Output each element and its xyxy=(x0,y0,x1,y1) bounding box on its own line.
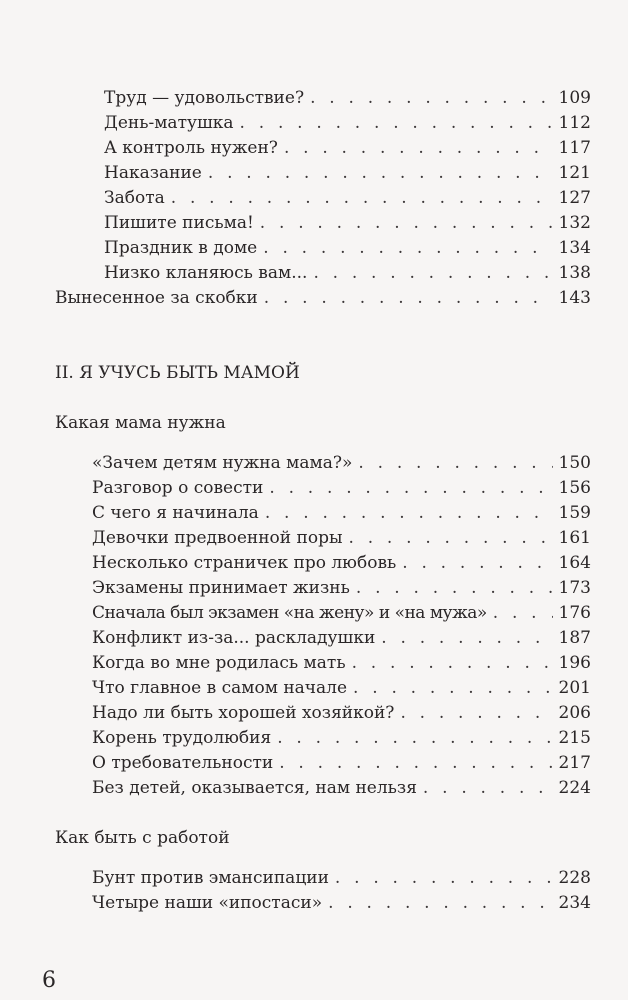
leader-dots xyxy=(260,211,553,235)
toc-entry[interactable] xyxy=(104,261,591,285)
leader-dots xyxy=(356,576,553,600)
toc-entry[interactable] xyxy=(104,211,591,235)
leader-dots xyxy=(328,891,552,915)
toc-entry-title: Вынесенное за скобки xyxy=(55,288,258,308)
toc-entry[interactable] xyxy=(92,526,591,550)
toc-entry-title: Несколько страничек про любовь xyxy=(92,553,397,573)
toc-entry-title: Корень трудолюбия xyxy=(92,728,272,748)
toc-entry[interactable] xyxy=(92,576,591,600)
toc-entry[interactable] xyxy=(104,111,591,135)
page-number: 6 xyxy=(42,968,56,993)
toc-entry-page: 224 xyxy=(558,778,591,798)
toc-entry-page: 187 xyxy=(558,628,591,648)
toc-entry-title: Когда во мне родилась мать xyxy=(92,653,346,673)
toc-entry-page: 206 xyxy=(558,703,591,723)
leader-dots xyxy=(265,501,553,525)
toc-entry-page: 132 xyxy=(558,213,591,233)
toc-entry-title: Надо ли быть хорошей хозяйкой? xyxy=(92,703,395,723)
toc-entry-title: Бунт против эмансипации xyxy=(92,868,329,888)
toc-entry-title: Праздник в доме xyxy=(104,238,258,258)
leader-dots xyxy=(402,551,552,575)
toc-entry-page: 215 xyxy=(558,728,591,748)
toc-entry-page: 112 xyxy=(558,113,591,133)
toc-entry-page: 217 xyxy=(558,753,591,773)
toc-entry-title: С чего я начинала xyxy=(92,503,259,523)
toc-entry[interactable] xyxy=(92,601,591,625)
toc-entry-page: 109 xyxy=(558,88,591,108)
toc-entry[interactable] xyxy=(55,286,591,310)
toc-entry-title: Что главное в самом начале xyxy=(92,678,348,698)
leader-dots xyxy=(277,726,552,750)
toc-entry-page: 117 xyxy=(558,138,591,158)
toc-entry-page: 234 xyxy=(558,893,591,913)
toc-entry-title: Низко кланяюсь вам... xyxy=(104,263,308,283)
toc-entry[interactable] xyxy=(92,651,591,675)
toc-entry-title: День-матушка xyxy=(104,113,234,133)
toc-entry-page: 176 xyxy=(558,603,591,623)
leader-dots xyxy=(269,476,552,500)
toc-entry[interactable] xyxy=(92,701,591,725)
toc-entry-title: А контроль нужен? xyxy=(104,138,278,158)
toc-entry-page: 156 xyxy=(558,478,591,498)
toc-entry-page: 143 xyxy=(558,288,591,308)
leader-dots xyxy=(279,751,552,775)
toc-entry[interactable] xyxy=(104,161,591,185)
toc-entry-page: 228 xyxy=(558,868,591,888)
toc-entry[interactable] xyxy=(92,476,591,500)
toc-entry-page: 201 xyxy=(558,678,591,698)
leader-dots xyxy=(310,86,552,110)
leader-dots xyxy=(335,866,553,890)
toc-entry-title: Конфликт из-за... раскладушки xyxy=(92,628,376,648)
toc-entry-title: Девочки предвоенной поры xyxy=(92,528,343,548)
leader-dots xyxy=(352,651,553,675)
leader-dots xyxy=(240,111,553,135)
toc-entry[interactable] xyxy=(92,451,591,475)
toc-entry[interactable] xyxy=(92,726,591,750)
toc-entry-page: 161 xyxy=(558,528,591,548)
toc-entry-page: 127 xyxy=(558,188,591,208)
section-heading: Какая мама нужна xyxy=(55,413,226,433)
toc-entry[interactable] xyxy=(104,186,591,210)
toc-entry-title: О требовательности xyxy=(92,753,274,773)
leader-dots xyxy=(171,186,553,210)
toc-entry-page: 150 xyxy=(558,453,591,473)
leader-dots xyxy=(493,601,553,625)
toc-entry-title: Сначала был экзамен «на жену» и «на мужа» xyxy=(92,603,487,623)
toc-entry-title: Разговор о совести xyxy=(92,478,264,498)
toc-entry[interactable] xyxy=(92,626,591,650)
toc-entry-title: Забота xyxy=(104,188,165,208)
toc-entry-page: 159 xyxy=(558,503,591,523)
toc-entry-page: 138 xyxy=(558,263,591,283)
toc-entry-title: Четыре наши «ипостаси» xyxy=(92,893,323,913)
part-heading: II. Я УЧУСЬ БЫТЬ МАМОЙ xyxy=(55,363,300,383)
toc-entry-page: 134 xyxy=(558,238,591,258)
toc-entry-title: Труд — удовольствие? xyxy=(104,88,305,108)
leader-dots xyxy=(400,701,552,725)
toc-entry[interactable] xyxy=(92,891,591,915)
toc-entry-page: 173 xyxy=(558,578,591,598)
toc-entry-title: Наказание xyxy=(104,163,202,183)
leader-dots xyxy=(263,236,552,260)
toc-entry[interactable] xyxy=(104,236,591,260)
toc-entry-title: Без детей, оказывается, нам нельзя xyxy=(92,778,417,798)
toc-entry-page: 196 xyxy=(558,653,591,673)
toc-entry[interactable] xyxy=(104,86,591,110)
section-heading: Как быть с работой xyxy=(55,828,230,848)
leader-dots xyxy=(358,451,552,475)
toc-entry[interactable] xyxy=(92,751,591,775)
toc-entry[interactable] xyxy=(92,866,591,890)
toc-entry[interactable] xyxy=(92,676,591,700)
leader-dots xyxy=(264,286,553,310)
toc-entry-title: Экзамены принимает жизнь xyxy=(92,578,350,598)
leader-dots xyxy=(313,261,552,285)
toc-entry[interactable] xyxy=(104,136,591,160)
leader-dots xyxy=(208,161,553,185)
toc-entry-title: Пишите письма! xyxy=(104,213,254,233)
toc-entry-page: 121 xyxy=(558,163,591,183)
toc-entry[interactable] xyxy=(92,501,591,525)
toc-entry[interactable] xyxy=(92,551,591,575)
leader-dots xyxy=(423,776,553,800)
leader-dots xyxy=(381,626,552,650)
toc-entry[interactable] xyxy=(92,776,591,800)
leader-dots xyxy=(349,526,553,550)
toc-entry-title: «Зачем детям нужна мама?» xyxy=(92,453,353,473)
leader-dots xyxy=(353,676,553,700)
leader-dots xyxy=(284,136,553,160)
toc-entry-page: 164 xyxy=(558,553,591,573)
